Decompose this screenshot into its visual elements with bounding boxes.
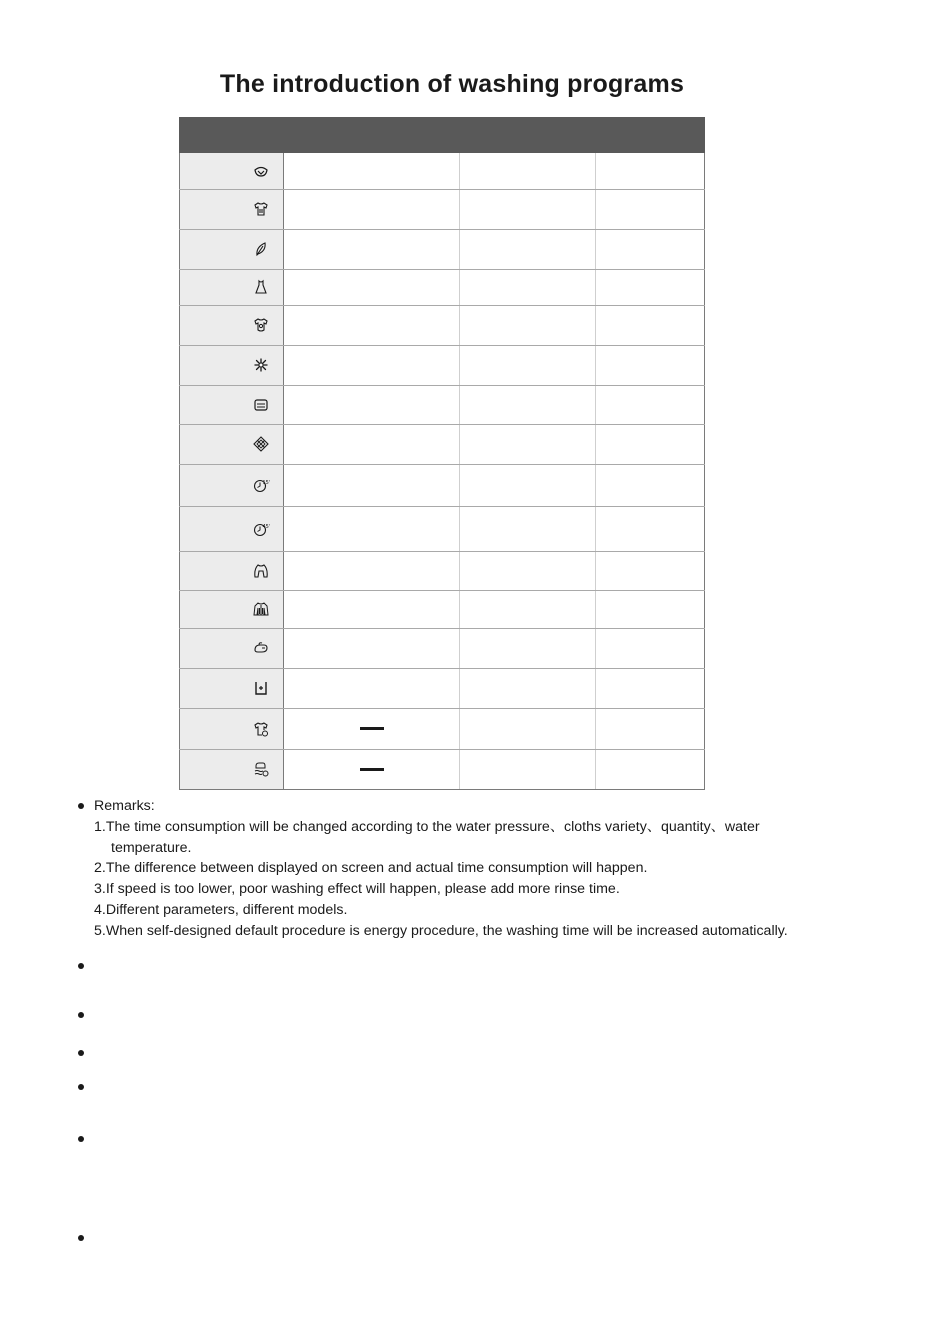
program-icon-cell	[180, 629, 284, 669]
table-cell	[284, 507, 460, 552]
table-cell	[460, 346, 596, 386]
table-cell	[284, 552, 460, 591]
rinse-spin-icon	[253, 761, 269, 777]
program-icon-cell	[180, 425, 284, 465]
table-cell	[460, 629, 596, 669]
table-cell	[596, 190, 705, 230]
table-cell	[460, 552, 596, 591]
table-cell	[596, 230, 705, 270]
table-cell	[596, 346, 705, 386]
remark-item: 1.The time consumption will be changed according to the water pressure、cloths variety、quantity、water	[94, 818, 760, 835]
table-row	[180, 190, 705, 230]
table-cell	[596, 629, 705, 669]
program-icon-cell	[180, 346, 284, 386]
table-cell	[460, 507, 596, 552]
program-icon-cell	[180, 230, 284, 270]
table-cell	[284, 750, 460, 790]
header-cell	[284, 118, 460, 153]
bullet-icon	[78, 803, 84, 809]
remarks-heading-row	[78, 796, 788, 817]
program-icon-cell	[180, 270, 284, 306]
table-row	[180, 425, 705, 465]
table-row	[180, 270, 705, 306]
table-row	[180, 591, 705, 629]
table-cell	[596, 465, 705, 507]
bullet-icon	[78, 1012, 84, 1018]
table-cell	[284, 386, 460, 425]
page-title: The introduction of washing programs	[219, 70, 685, 98]
program-icon-cell	[180, 153, 284, 190]
program-icon-cell	[180, 591, 284, 629]
towel-icon	[253, 397, 269, 413]
table-cell	[460, 190, 596, 230]
bullet-icon	[78, 1050, 84, 1056]
table-cell	[460, 306, 596, 346]
remark-item: 5.When self-designed default procedure is energy procedure, the washing time will be increased automatically.	[94, 922, 788, 939]
bullet-icon	[78, 1136, 84, 1142]
program-icon-cell	[180, 552, 284, 591]
baby-clothes-icon	[253, 317, 269, 333]
table-cell	[596, 750, 705, 790]
bullet-icon	[78, 963, 84, 969]
hand-wash-icon	[253, 640, 269, 656]
table-cell	[284, 465, 460, 507]
table-cell	[284, 306, 460, 346]
table-cell	[460, 669, 596, 709]
table-cell	[460, 230, 596, 270]
program-icon-cell	[180, 750, 284, 790]
bullet-icon	[78, 1084, 84, 1090]
program-icon-cell	[180, 465, 284, 507]
table-cell	[596, 552, 705, 591]
table-cell	[460, 153, 596, 190]
table-cell	[284, 346, 460, 386]
flower-icon	[253, 357, 269, 373]
remark-item-continuation: temperature.	[111, 839, 192, 856]
table-cell	[460, 425, 596, 465]
remark-item: 2.The difference between displayed on screen and actual time consumption will happen.	[94, 860, 648, 877]
table-cell	[596, 709, 705, 750]
shirt-spin-icon	[253, 721, 269, 737]
bullet-icon	[78, 1235, 84, 1241]
table-cell	[284, 709, 460, 750]
dash-mark	[360, 768, 384, 771]
table-cell	[284, 153, 460, 190]
table-cell	[596, 306, 705, 346]
table-cell	[460, 750, 596, 790]
table-cell	[460, 709, 596, 750]
table-cell	[596, 425, 705, 465]
program-icon-cell	[180, 507, 284, 552]
program-icon-cell	[180, 709, 284, 750]
table-row	[180, 465, 705, 507]
table-header-row	[180, 118, 705, 153]
svg-text:15': 15'	[262, 480, 271, 487]
table-cell	[596, 153, 705, 190]
leaf-icon	[253, 241, 269, 257]
table-cell	[284, 230, 460, 270]
table-row	[180, 386, 705, 425]
table-cell	[596, 270, 705, 306]
program-icon-cell	[180, 306, 284, 346]
remark-item: 4.Different parameters, different models.	[94, 901, 348, 918]
shirt-icon	[253, 201, 269, 217]
table-row	[180, 552, 705, 591]
program-icon-cell	[180, 386, 284, 425]
table-cell	[460, 591, 596, 629]
remark-item: 3.If speed is too lower, poor washing effect will happen, please add more rinse time.	[94, 881, 620, 898]
table-cell	[596, 669, 705, 709]
svg-text:45': 45'	[262, 523, 271, 530]
header-cell	[180, 118, 284, 153]
remarks-label: Remarks:	[94, 798, 155, 814]
remarks-section	[78, 796, 788, 942]
program-icon-cell	[180, 669, 284, 709]
table-cell	[284, 591, 460, 629]
table-cell	[596, 386, 705, 425]
header-cell	[596, 118, 705, 153]
table-cell	[460, 386, 596, 425]
table-row	[180, 153, 705, 190]
coat-icon	[253, 601, 269, 617]
dash-mark	[360, 727, 384, 730]
clock-15-icon	[253, 477, 269, 493]
clock-45-icon	[253, 521, 269, 537]
tub-clean-icon	[253, 680, 269, 696]
table-row	[180, 669, 705, 709]
table-row	[180, 750, 705, 790]
table-cell	[460, 465, 596, 507]
table-cell	[460, 270, 596, 306]
washing-programs-table	[179, 117, 705, 790]
diamond-icon	[253, 436, 269, 452]
table-row	[180, 629, 705, 669]
table-row	[180, 507, 705, 552]
table-cell	[284, 190, 460, 230]
baby-bowl-icon	[253, 163, 269, 179]
table-cell	[284, 425, 460, 465]
jacket-icon	[253, 563, 269, 579]
table-cell	[284, 629, 460, 669]
table-row	[180, 306, 705, 346]
table-row	[180, 346, 705, 386]
table-cell	[596, 591, 705, 629]
table-cell	[284, 669, 460, 709]
table-row	[180, 230, 705, 270]
header-cell	[460, 118, 596, 153]
table-cell	[284, 270, 460, 306]
program-icon-cell	[180, 190, 284, 230]
table-cell	[596, 507, 705, 552]
dress-icon	[253, 279, 269, 295]
table-row	[180, 709, 705, 750]
